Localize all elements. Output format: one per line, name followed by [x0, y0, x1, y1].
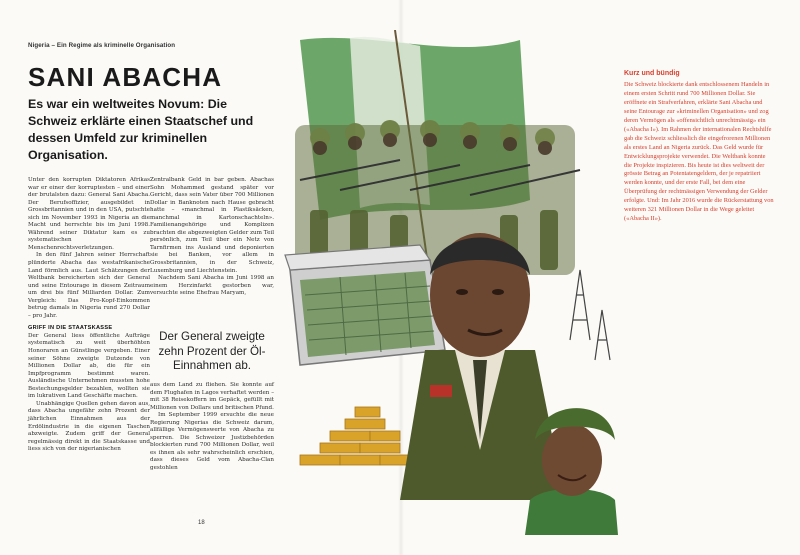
- paragraph: Zentralbank Geld in bar geben. Abachas Sohn Mohammed gestand später vor Gericht, dass sein Vater über 700 Millionen Dollar in Banknoten nach Hause gebracht hatte – «manchmal in Plastiksäcken, manchmal in Kartonschachteln». Familienangehörige und Komplizen brachten die abgezweigten Gelder zum Teil persönlich, zum Teil über ein Netz von Tarnfirmen ins Ausland und deponierten sie bei Banken, vor allem in Grossbritannien, in der Schweiz, Luxemburg und Liechtenstein.: [150, 177, 274, 274]
- article-title: SANI ABACHA: [28, 62, 223, 92]
- summary-heading: Kurz und bündig: [624, 70, 680, 77]
- paragraph: Unter den korrupten Diktatoren Afrikas war er einer der korruptesten – und einer der brutalsten dazu: General Sani Abacha. Der Berufsoffizier, ausgebildet in Grossbritannien und in den USA, putschte sich im November 1993 in Nigeria an die Macht und herrschte bis im Juni 1998. Während seiner Diktatur kam es zu systematischen Menschenrechtsverletzungen.: [28, 177, 150, 251]
- paragraph: Im September 1999 ersuchte die neue Regierung Nigerias die Schweiz darum, allfällige Vermögenswerte von Abacha zu sperren. Die Schweizer Justizbehörden blockierten rund 700 Millionen Dollar, weil es ihnen als sehr wahrscheinlich erschien, dass dieses Geld vom Abacha-Clan gestohlen: [150, 412, 274, 472]
- text-column-1: [28, 177, 150, 454]
- paragraph: Der General liess öffentliche Aufträge systematisch zu weit überhöhten Honoraren an Günstlinge vergeben. Einer seiner Söhne zweigte Dutzende von Millionen Dollar ab, die für ein Impfprogramm bestimmt waren. Ausländische Unternehmen mussten hohe Bestechungsgelder bezahlen, wollten sie im lukrativen Land Geschäfte machen.: [28, 332, 150, 400]
- summary-box: [624, 70, 774, 224]
- subheading: GRIFF IN DIE STAATSKASSE: [28, 325, 113, 332]
- article-lead: Es war ein weltweites Novum: Die Schweiz erklärte einen Staatschef und dessen Umfeld zur kriminellen Organisation.: [28, 97, 254, 162]
- column-2-continued: [150, 382, 274, 473]
- gold-bars: [300, 407, 420, 465]
- abacha-illustration: [280, 30, 620, 550]
- paragraph: In den fünf Jahren seiner Herrschaft plünderte Abacha das westafrikanische Land förmlich aus. Laut Schätzungen der Weltbank bereicherten sich der General und seine Entourage in diesem Zeitraum um drei bis fünf Milliarden Dollar. Zum Vergleich: Das Pro-Kopf-Einkommen betrug damals in Nigeria rund 270 Dollar – pro Jahr.: [28, 252, 150, 319]
- oil-derricks: [570, 270, 610, 360]
- summary-text: Die Schweiz blockierte dank entschlossenem Handeln in einem ersten Schritt rund 700 Millionen Dollar. Sie eröffnete ein Strafverfahren, erklärte Sani Abacha und seine Entourage zur «kriminellen Organisation» und zog deren Vermögen als «offensichtlich unrechtmässig» ein («Abacha I»). Im Rahmen der internationalen Rechtshilfe gab die Schweiz schliesslich die eingefrorenen Millionen als erstes Land an Nigeria zurück. Das Geld wurde für Entwicklungsprojekte verwendet. Die Weltbank konnte die Projekte inspizieren. Bis heute ist dies weltweit der grösste Betrag an Potentatengeldern, der je repatriiert werden konnte, und der erste Fall, bei dem eine Überprüfung der rechtmässigen Verwendung der Gelder erfolgte. Und: Im Jahr 2016 wurde die Rückerstattung von weiteren 321 Millionen Dollar in die Wege geleitet («Abacha II»).: [624, 80, 774, 223]
- pull-quote: Der General zweigte zehn Prozent der Öl-Einnahmen ab.: [158, 330, 266, 372]
- section-kicker: Nigeria – Ein Regime als kriminelle Organisation: [28, 42, 176, 49]
- paragraph: aus dem Land zu fliehen. Sie konnte auf dem Flughafen in Lagos verhaftet werden – mit 38 Reisekoffern im Gepäck, gefüllt mit Millionen von Dollars und britischen Pfund.: [150, 382, 274, 411]
- money-suitcase: [285, 245, 445, 365]
- page-number: 18: [198, 520, 205, 526]
- paragraph: Nachdem Sani Abacha im Juni 1998 an einem Herzinfarkt gestorben war, versuchte seine Ehefrau Maryam,: [150, 275, 274, 297]
- paragraph: Unabhängige Quellen gehen davon aus, dass Abacha ungefähr zehn Prozent der jährlichen Einnahmen aus der Erdölindustrie in die eigenen Taschen abzweigte. Zudem griff der General regelmässig direkt in die Staatskasse und liess sich von der nigerianischen: [28, 400, 150, 453]
